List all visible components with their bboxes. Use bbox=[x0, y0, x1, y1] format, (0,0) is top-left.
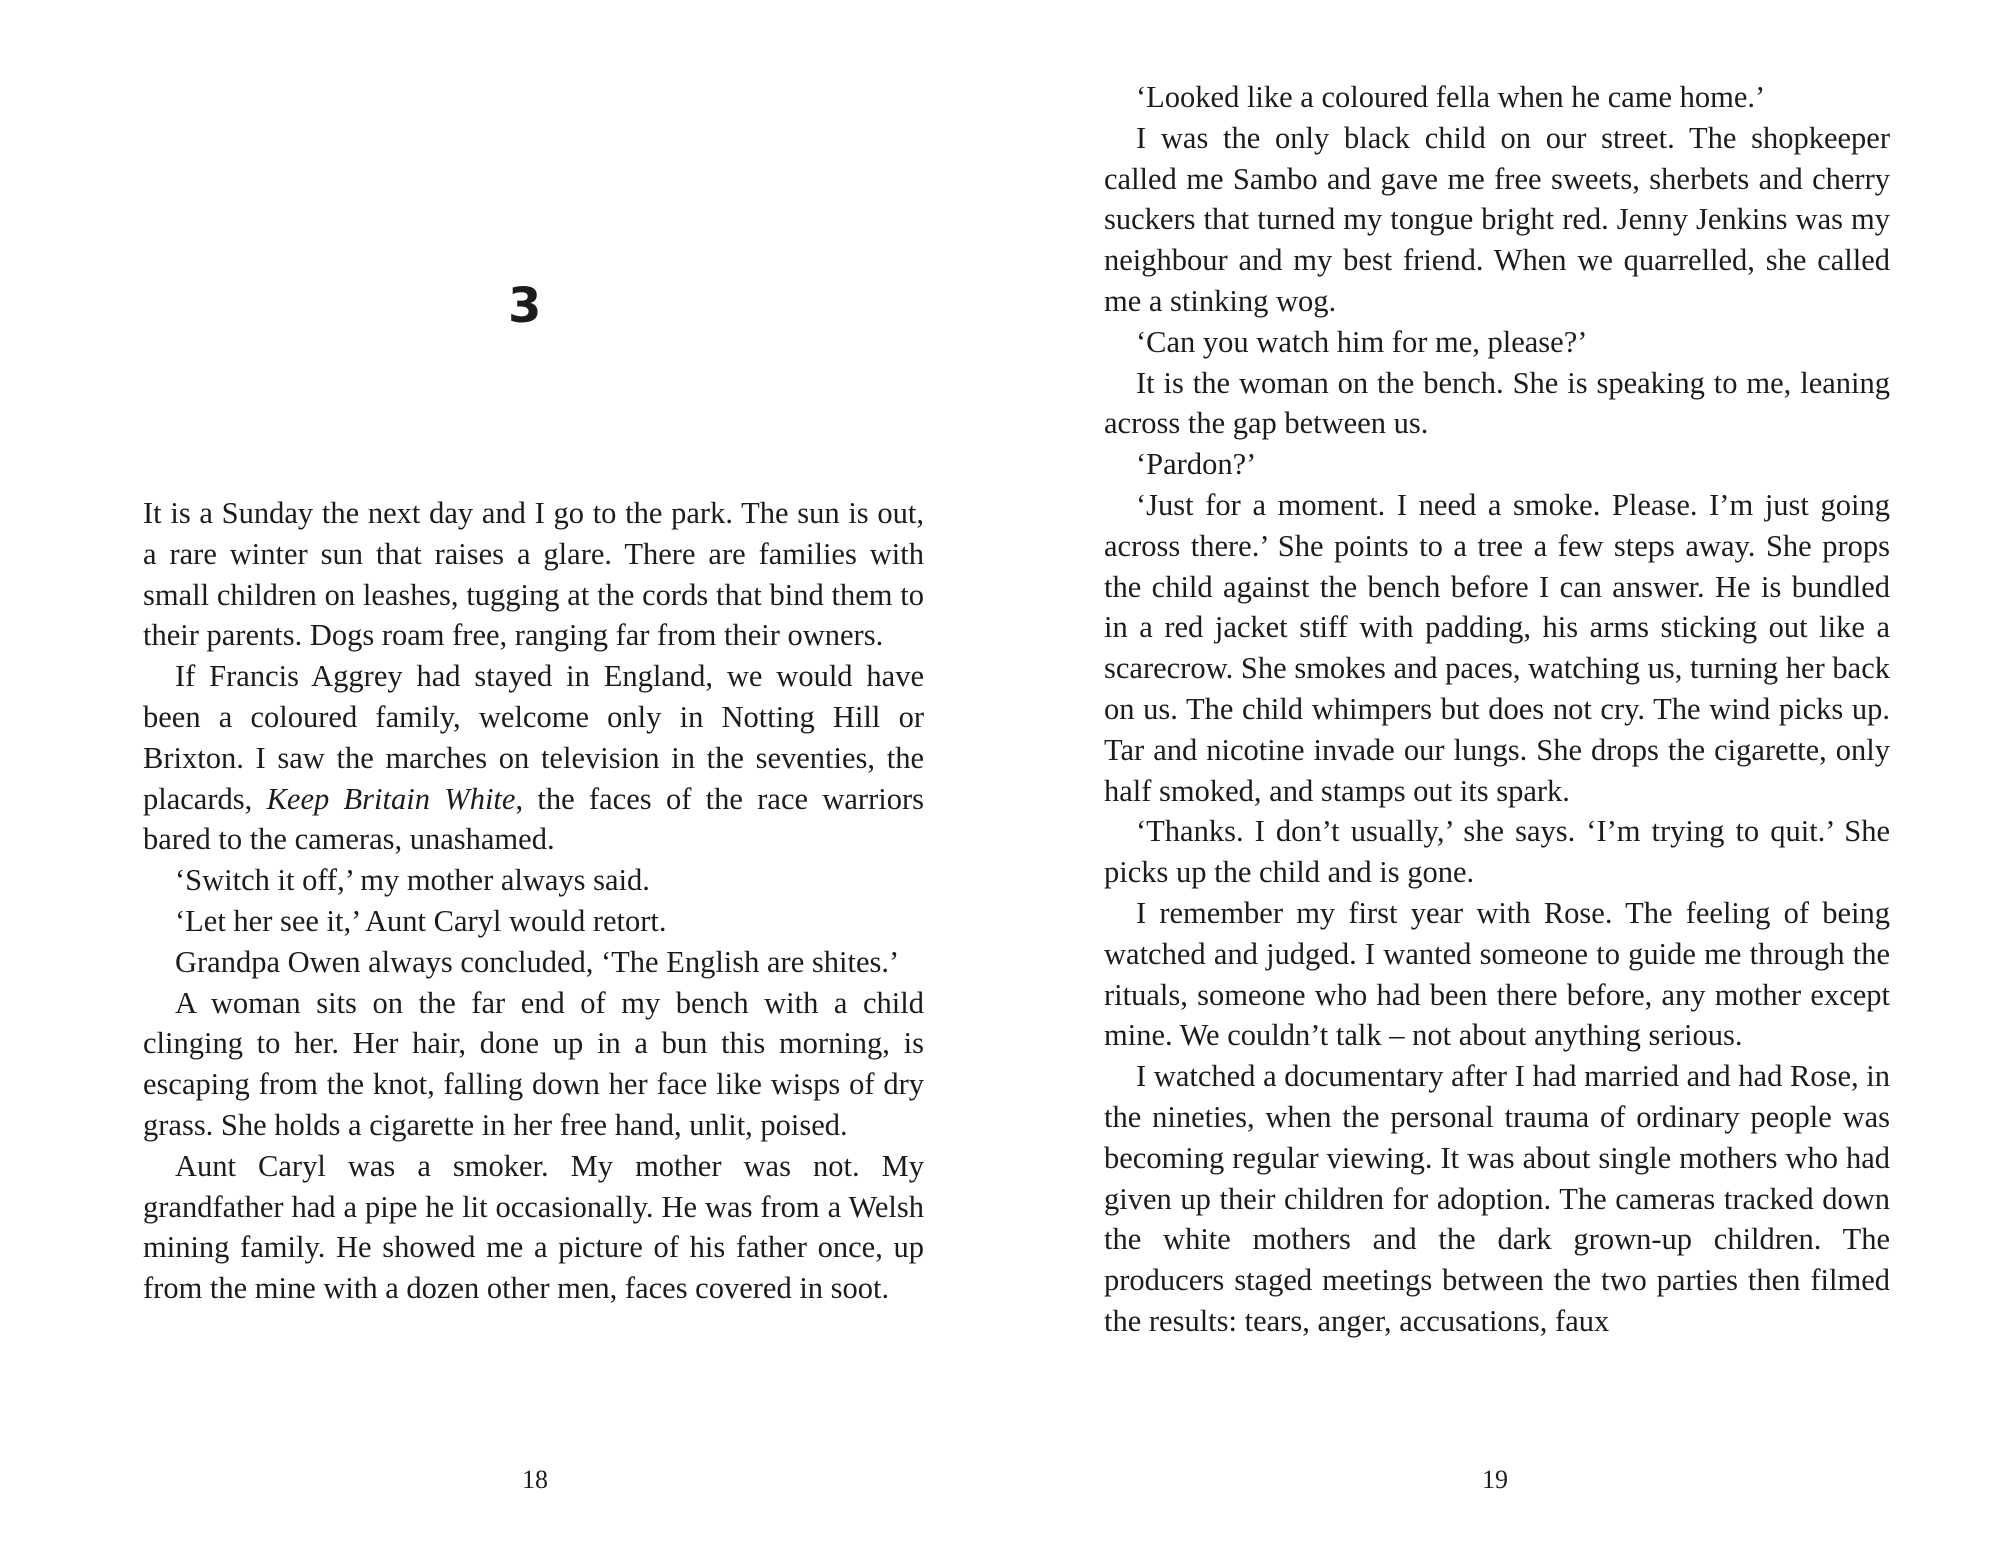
paragraph: ‘Thanks. I don’t usually,’ she says. ‘I’m trying to quit.’ She picks up the child and is gone. bbox=[1104, 814, 1890, 890]
italic-phrase: Keep Britain White bbox=[266, 781, 516, 816]
paragraph: ‘Can you watch him for me, please?’ bbox=[1136, 324, 1588, 359]
chapter-number: 3 bbox=[508, 278, 542, 334]
paragraph: I remember my first year with Rose. The feeling of being watched and judged. I wanted someone to guide me through the rituals, someone who had been there before, any mother except mine. We couldn’t talk – not about anything serious. bbox=[1104, 895, 1890, 1053]
left-page-text bbox=[143, 493, 924, 1309]
paragraph: ‘Just for a moment. I need a smoke. Please. I’m just going across there.’ She points to a tree a few steps away. She props the child against the bench before I can answer. He is bundled in a red jacket stiff with padding, his arms sticking out like a scarecrow. She smokes and paces, watching us, turning her back on us. The child whimpers but does not cry. The wind picks up. Tar and nicotine invade our lungs. She drops the cigarette, only half smoked, and stamps out its spark. bbox=[1104, 487, 1890, 808]
paragraph: ‘Switch it off,’ my mother always said. bbox=[175, 863, 650, 898]
page-number: 18 bbox=[522, 1465, 548, 1494]
paragraph: I watched a documentary after I had married and had Rose, in the nineties, when the personal trauma of ordinary people was becoming regular viewing. It was about single mothers who had given up their children for adoption. The cameras tracked down the white mothers and the dark grown-up children. The producers staged meetings between the two parties then filmed the results: tears, anger, accusations, faux bbox=[1104, 1059, 1890, 1338]
paragraph: It is the woman on the bench. She is speaking to me, leaning across the gap between us. bbox=[1104, 365, 1890, 441]
paragraph: If Francis Aggrey had stayed in England, we would have been a coloured family, welcome only in Notting Hill or Brixton. I saw the marches on television in the seventies, the placards, Keep Britain White, the faces of the race warriors bared to the cameras, unashamed. bbox=[143, 659, 924, 857]
paragraph: A woman sits on the far end of my bench with a child clinging to her. Her hair, done up in a bun this morning, is escaping from the knot, falling down her face like wisps of dry grass. She holds a cigarette in her free hand, unlit, poised. bbox=[143, 985, 924, 1142]
right-page bbox=[1000, 0, 2000, 1561]
paragraph: ‘Looked like a coloured fella when he came home.’ bbox=[1136, 80, 1766, 114]
paragraph: ‘Let her see it,’ Aunt Caryl would retort. bbox=[175, 903, 667, 938]
page-number: 19 bbox=[1482, 1465, 1508, 1494]
paragraph: Aunt Caryl was a smoker. My mother was not. My grandfather had a pipe he lit occasionally. He was from a Welsh mining family. He showed me a picture of his father once, up from the mine with a dozen other men, faces covered in soot. bbox=[143, 1148, 924, 1306]
paragraph: I was the only black child on our street. The shopkeeper called me Sambo and gave me free sweets, sherbets and cherry suckers that turned my tongue bright red. Jenny Jenkins was my neighbour and my best friend. When we quarrelled, she called me a stinking wog. bbox=[1104, 120, 1890, 318]
right-page-text bbox=[1104, 77, 1890, 1342]
paragraph: It is a Sunday the next day and I go to the park. The sun is out, a rare winter sun that raises a glare. There are families with small children on leashes, tugging at the cords that bind them to their parents. Dogs roam free, ranging far from their owners. bbox=[143, 496, 924, 653]
paragraph: ‘Pardon?’ bbox=[1136, 447, 1257, 482]
paragraph: Grandpa Owen always concluded, ‘The English are shites.’ bbox=[175, 944, 900, 979]
